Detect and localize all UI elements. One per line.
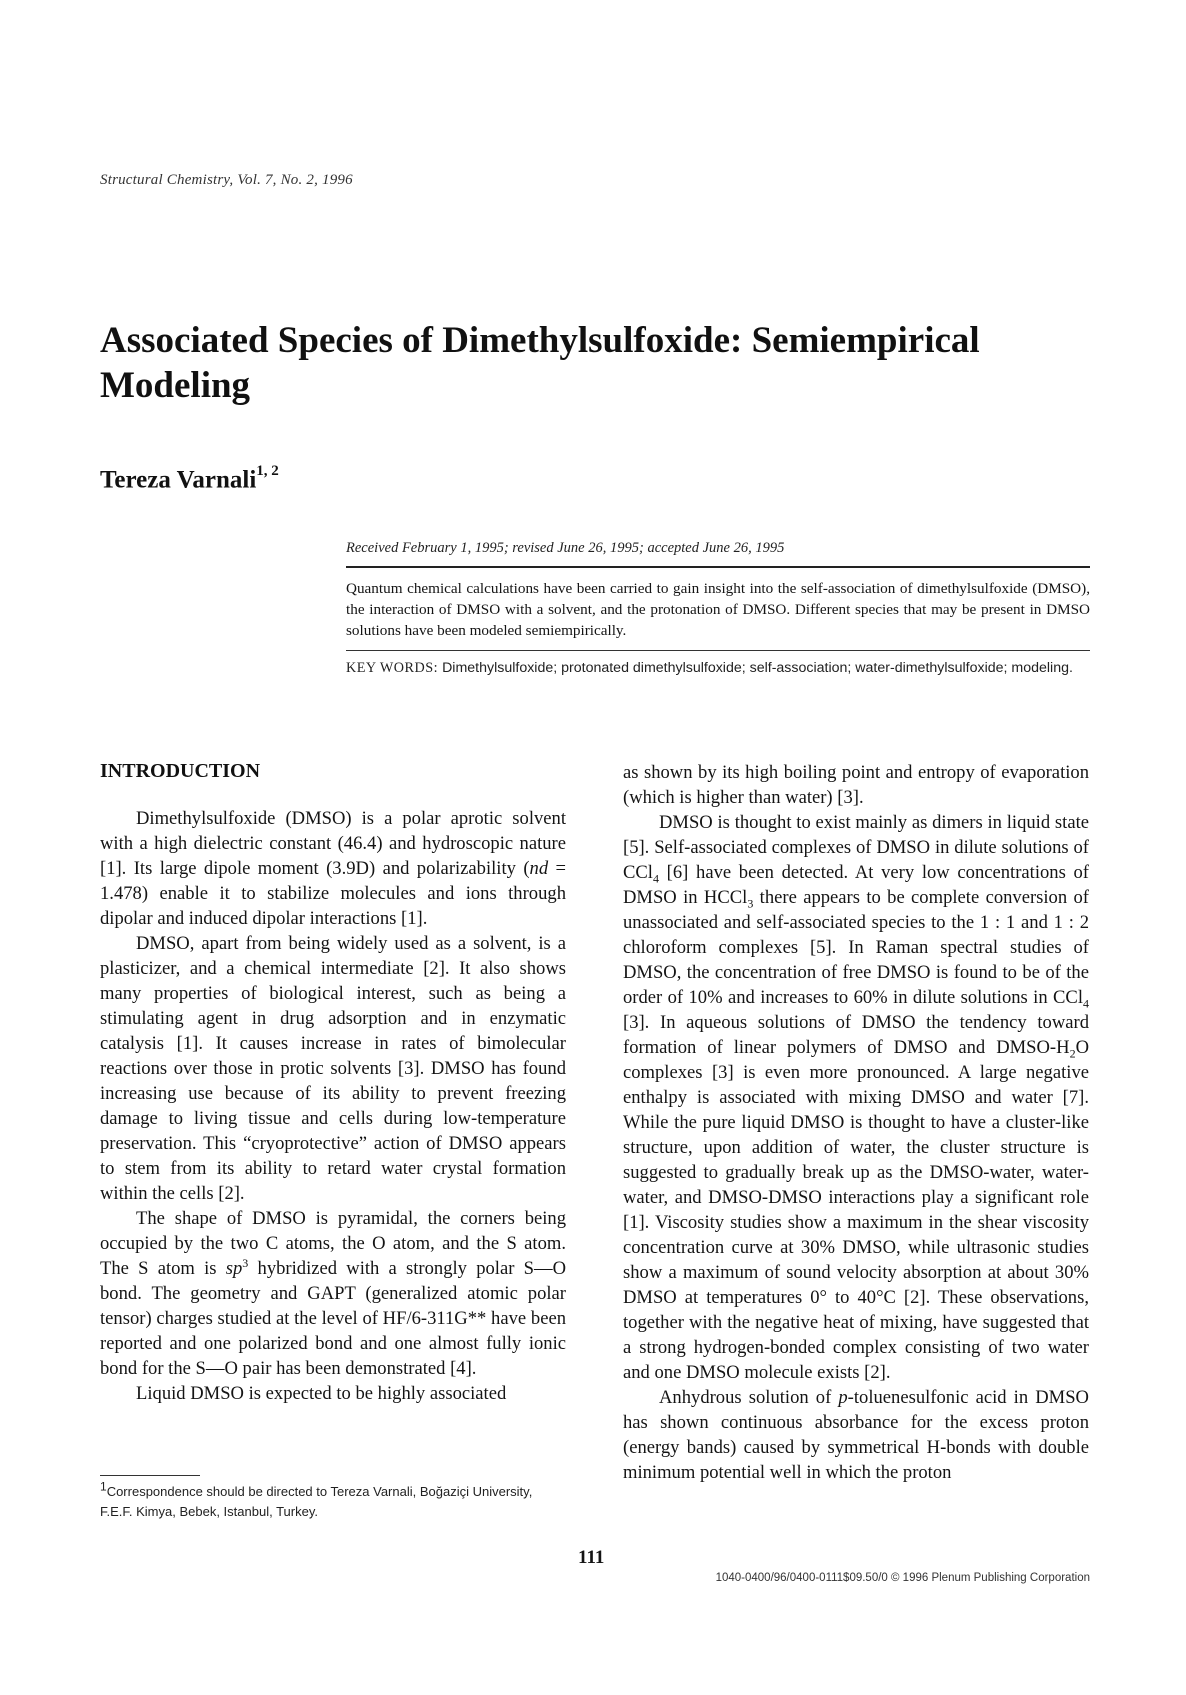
abstract-bottom-rule xyxy=(346,650,1090,651)
keywords xyxy=(346,659,1090,678)
text-run: DMSO is thought to exist mainly as dimers in liquid state [5]. Self-associated complexes of DMSO in dilute solutions of CCl xyxy=(623,812,1089,883)
abstract-block xyxy=(346,540,1090,678)
section-heading-introduction: INTRODUCTION xyxy=(100,760,261,782)
footnote xyxy=(100,1479,566,1522)
text-run: there appears to be complete conversion of unassociated and self-associated species to the 1 : 1 and 1 : 2 chloroform complexes [5]. In Raman spectral studies of DMSO, the concentration of free DMSO is found to be of the order of 10% and increases to 60% in dilute solutions in CCl xyxy=(623,887,1089,1008)
journal-citation: Structural Chemistry, Vol. 7, No. 2, 1996 xyxy=(100,172,353,188)
keywords-text: Dimethylsulfoxide; protonated dimethylsulfoxide; self-association; water-dimethylsulfoxide; modeling. xyxy=(442,660,1073,676)
subscript: 4 xyxy=(652,871,659,886)
keywords-label: KEY WORDS: xyxy=(346,660,439,676)
paragraph: as shown by its high boiling point and entropy of evaporation (which is higher than water) [3]. xyxy=(623,762,1089,808)
footnote-text: Correspondence should be directed to Tereza Varnali, Boğaziçi University, F.E.F. Kimya, Bebek, Istanbul, Turkey. xyxy=(100,1484,533,1519)
variable-nd: nd xyxy=(529,858,549,879)
text-run: [6] have been detected. At very low concentrations of DMSO in HCCl xyxy=(623,862,1089,908)
article-title: Associated Species of Dimethylsulfoxide: Semiempirical Modeling xyxy=(100,320,980,406)
variable-sp: sp xyxy=(225,1258,243,1279)
paragraph xyxy=(100,1206,566,1381)
footnote-marker: 1 xyxy=(100,1479,107,1494)
text-run: Anhydrous solution of xyxy=(659,1387,839,1408)
right-column xyxy=(623,760,1089,1485)
author-name xyxy=(100,463,279,494)
page-number: 111 xyxy=(578,1547,605,1568)
paragraph xyxy=(623,810,1089,1385)
subscript: 2 xyxy=(1069,1046,1076,1061)
footnote-rule xyxy=(100,1475,200,1476)
text-run: hybridized with a strongly polar S—O bond. The geometry and GAPT (generalized atomic polar tensor) charges studied at the level of HF/6-311G** have been reported and one polarized bond and one almost fully ionic bond for the S—O pair has been demonstrated [4]. xyxy=(100,1258,566,1379)
author-affiliation-marker: 1, 2 xyxy=(256,463,279,479)
variable-p: p xyxy=(838,1387,848,1408)
subscript: 3 xyxy=(747,896,754,911)
text-run: O complexes [3] is even more pronounced. A large negative enthalpy is associated with mixing DMSO and water [7]. While the pure liquid DMSO is thought to have a cluster-like structure, upon addition of water, the cluster structure is suggested to gradually break up as the DMSO-water, water-water, and DMSO-DMSO interactions play a significant role [1]. Viscosity studies show a maximum in the shear viscosity concentration curve at 30% DMSO, while ultrasonic studies show a maximum of sound velocity absorption at about 30% DMSO at temperatures 0° to 40°C [2]. These observations, together with the negative heat of mixing, have suggested that a strong hydrogen-bonded complex consisting of two water and one DMSO molecule exists [2]. xyxy=(623,1037,1089,1383)
text-run: = 1.478) enable it to stabilize molecules and ions through dipolar and induced dipolar interactions [1]. xyxy=(100,858,567,929)
paragraph: Liquid DMSO is expected to be highly associated xyxy=(136,1383,507,1404)
abstract-text: Quantum chemical calculations have been carried to gain insight into the self-association of dimethylsulfoxide (DMSO), the interaction of DMSO with a solvent, and the protonation of DMSO. Different species that may be present in DMSO solutions have been modeled semiempirically. xyxy=(346,580,1090,639)
abstract-top-rule xyxy=(346,566,1090,568)
author-name-text: Tereza Varnali xyxy=(100,466,257,494)
paragraph: DMSO, apart from being widely used as a solvent, is a plasticizer, and a chemical intermediate [2]. It also shows many properties of biological interest, such as being a stimulating agent in drug adsorption and in enzymatic catalysis [1]. It causes increase in rates of bimolecular reactions over those in protic solvents [3]. DMSO has found increasing use because of its ability to prevent freezing damage to living tissue and cells during low-temperature preservation. This “cryoprotective” action of DMSO appears to stem from its ability to retard water crystal formation within the cells [2]. xyxy=(100,933,566,1204)
text-run: Dimethylsulfoxide (DMSO) is a polar aprotic solvent with a high dielectric constant (46.4) and hydroscopic nature [1]. Its large dipole moment (3.9D) and polarizability ( xyxy=(100,808,566,879)
text-run: -toluenesulfonic acid in DMSO has shown continuous absorbance for the excess proton (energy bands) caused by symmetrical H-bonds with double minimum potential well in which the proton xyxy=(623,1387,1089,1483)
text-run: The shape of DMSO is pyramidal, the corners being occupied by the two C atoms, the O atom, and the S atom. The S atom is xyxy=(100,1208,566,1279)
subscript: 4 xyxy=(1083,996,1089,1011)
superscript: 3 xyxy=(242,1255,249,1270)
text-run: [3]. In aqueous solutions of DMSO the tendency toward formation of linear polymers of DMSO and DMSO-H xyxy=(623,1012,1089,1058)
left-column xyxy=(100,806,566,1406)
paragraph xyxy=(100,806,566,931)
copyright-line: 1040-0400/96/0400-0111$09.50/0 © 1996 Plenum Publishing Corporation xyxy=(715,1572,1090,1584)
paragraph xyxy=(623,1385,1089,1485)
received-dates: Received February 1, 1995; revised June 26, 1995; accepted June 26, 1995 xyxy=(346,540,785,556)
